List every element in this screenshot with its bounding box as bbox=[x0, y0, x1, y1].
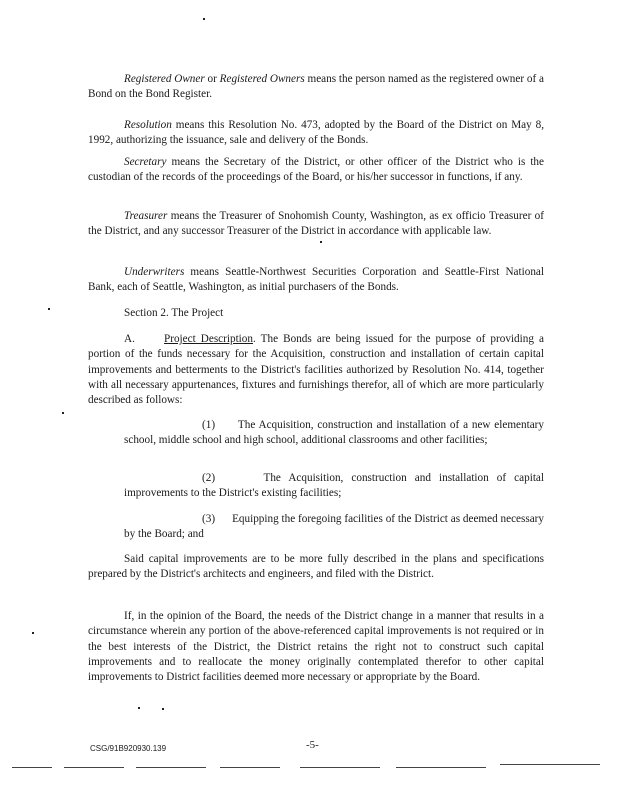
section-heading: Section 2. The Project bbox=[124, 307, 224, 319]
scan-line-artifact bbox=[300, 767, 380, 768]
defined-term: Secretary bbox=[124, 156, 167, 168]
defined-term: Treasurer bbox=[124, 210, 168, 222]
scan-line-artifact bbox=[12, 767, 52, 768]
defined-term: Underwriters bbox=[124, 266, 185, 278]
item-text: The Acquisition, construction and installation of capital improvements to the District's existing facilities; bbox=[124, 472, 544, 500]
scan-speck bbox=[32, 632, 34, 634]
scan-speck bbox=[62, 412, 64, 414]
definition-secretary bbox=[88, 155, 544, 186]
scan-speck bbox=[138, 707, 140, 709]
defined-term: Registered Owners bbox=[219, 73, 305, 85]
scan-line-artifact bbox=[64, 767, 124, 768]
footer-document-id: CSG/91B920930.139 bbox=[90, 744, 167, 753]
item-text: Equipping the foregoing facilities of the District as deemed necessary by the Board; and bbox=[124, 513, 544, 541]
definition-registered-owner bbox=[88, 72, 544, 103]
project-item-1 bbox=[124, 418, 544, 449]
scan-speck bbox=[203, 18, 205, 20]
project-item-2 bbox=[124, 471, 544, 502]
scan-speck bbox=[162, 708, 164, 710]
footer-page-number: -5- bbox=[306, 739, 319, 751]
scan-speck bbox=[320, 241, 322, 243]
scan-line-artifact bbox=[396, 767, 486, 768]
definition-underwriters bbox=[88, 265, 544, 296]
scan-speck bbox=[48, 308, 50, 310]
subsection-title: Project Description bbox=[164, 333, 253, 345]
item-number: (1) bbox=[202, 419, 216, 431]
subsection-label: A. bbox=[124, 333, 135, 345]
reallocation-paragraph: If, in the opinion of the Board, the needs of the District change in a manner that results in a circumstance wherein any portion of the above-referenced capital improvements is not required or in the best interests of the District, the District retains the right not to construct such capital improvements and to reallocate the money originally contemplated therefor to other capital improvements to District facilities deemed more necessary or appropriate by the Board. bbox=[88, 610, 544, 684]
scan-line-artifact bbox=[500, 764, 600, 765]
project-description-paragraph bbox=[88, 332, 544, 408]
defined-term: Registered Owner bbox=[124, 73, 205, 85]
definition-resolution bbox=[88, 118, 544, 149]
definition-text: means the person named as the registered owner of a Bond on the Bond Register. bbox=[88, 73, 544, 101]
plans-paragraph: Said capital improvements are to be more fully described in the plans and specifications prepared by the District's architects and engineers, and filed with the District. bbox=[88, 553, 544, 581]
project-item-3 bbox=[124, 512, 544, 543]
definition-text: means this Resolution No. 473, adopted by the Board of the District on May 8, 1992, authorizing the issuance, sale and delivery of the Bonds. bbox=[88, 119, 544, 147]
term-join: or bbox=[204, 73, 220, 85]
subsection-title-suffix: . bbox=[252, 333, 256, 345]
definition-treasurer bbox=[88, 209, 544, 240]
scan-line-artifact bbox=[220, 767, 280, 768]
item-number: (2) bbox=[202, 472, 216, 484]
definition-text: means the Treasurer of Snohomish County, Washington, as ex officio Treasurer of the District, and any successor Treasurer of the District in accordance with applicable law. bbox=[88, 210, 544, 238]
definition-text: means Seattle-Northwest Securities Corporation and Seattle-First National Bank, each of Seattle, Washington, as initial purchasers of the Bonds. bbox=[88, 266, 544, 294]
defined-term: Resolution bbox=[124, 119, 172, 131]
scan-line-artifact bbox=[136, 767, 206, 768]
item-text: The Acquisition, construction and installation of a new elementary school, middle school and high school, additional classrooms and other facilities; bbox=[124, 419, 544, 447]
subsection-text: The Bonds are being issued for the purpose of providing a portion of the funds necessary for the Acquisition, construction and installation of certain capital improvements and betterments to the District's facilities authorized by Resolution No. 414, together with all necessary appurtenances, fixtures and furnishings therefor, all of which are more particularly described as follows: bbox=[88, 333, 544, 407]
definition-text: means the Secretary of the District, or other officer of the District who is the custodian of the records of the proceedings of the Board, or his/her successor in functions, if any. bbox=[88, 156, 544, 184]
item-number: (3) bbox=[202, 513, 216, 525]
